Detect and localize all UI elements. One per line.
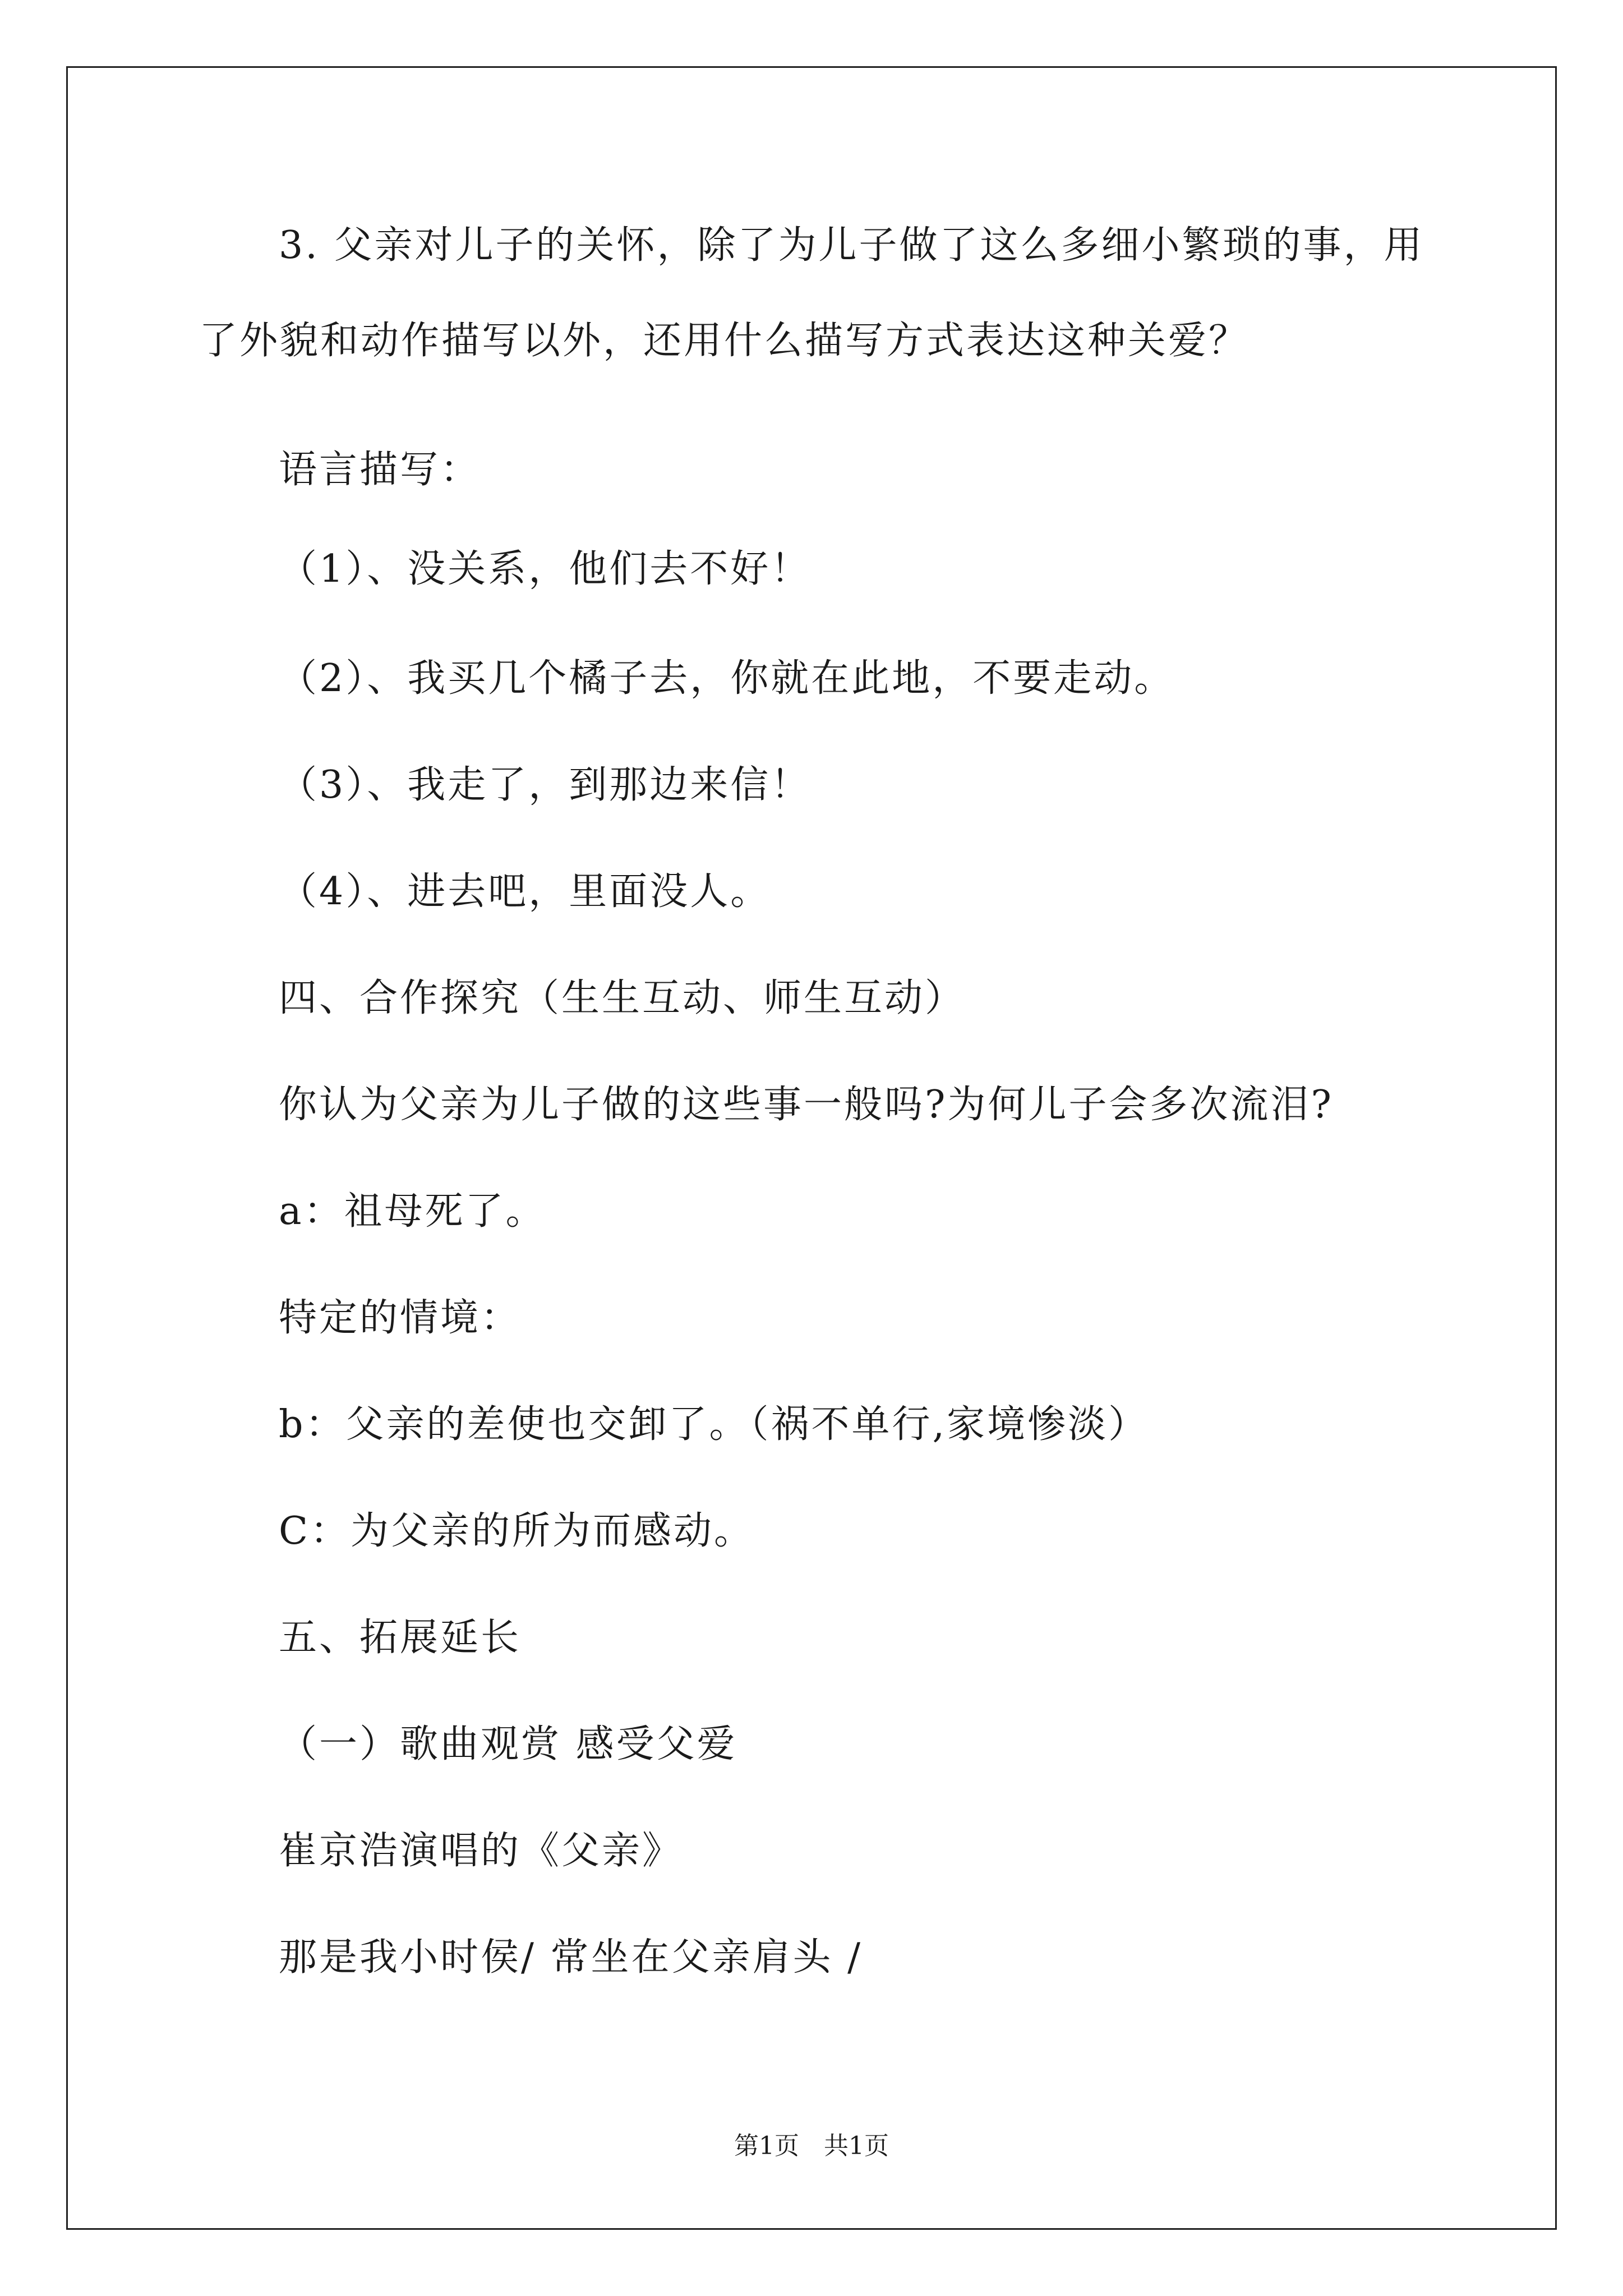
paragraph-quote-3: （3）、我走了，到那边来信！ <box>279 763 811 807</box>
paragraph-question: 你认为父亲为儿子做的这些事一般吗?为何儿子会多次流泪? <box>279 1083 1334 1127</box>
subsection-heading-1: （一）歌曲观赏 感受父爱 <box>279 1722 737 1766</box>
page-border <box>66 66 1557 2230</box>
paragraph-language-description: 语言描写： <box>279 448 481 492</box>
paragraph-quote-4: （4）、进去吧，里面没人。 <box>279 869 771 914</box>
paragraph-specific-situation: 特定的情境： <box>279 1296 522 1340</box>
paragraph-song-title: 崔京浩演唱的《父亲》 <box>279 1829 683 1873</box>
paragraph-answer-a: a：祖母死了。 <box>279 1189 546 1234</box>
section-heading-5: 五、拓展延长 <box>279 1616 522 1660</box>
paragraph-answer-c: C：为父亲的所为而感动。 <box>279 1509 755 1553</box>
paragraph-answer-b: b：父亲的差使也交卸了。（祸不单行,家境惨淡） <box>279 1402 1149 1447</box>
section-heading-4: 四、合作探究（生生互动、师生互动） <box>279 976 966 1020</box>
page-footer: 第1页 共1页 <box>734 2132 889 2160</box>
paragraph-quote-2: （2）、我买几个橘子去，你就在此地，不要走动。 <box>279 656 1175 701</box>
paragraph-question-3-line-1: 3. 父亲对儿子的关怀，除了为儿子做了这么多细小繁琐的事，用 <box>279 223 1424 268</box>
paragraph-quote-1: （1）、没关系，他们去不好！ <box>279 547 811 591</box>
paragraph-question-3-line-2: 了外貌和动作描写以外，还用什么描写方式表达这种关爱？ <box>199 319 1249 363</box>
paragraph-lyrics-line: 那是我小时侯/ 常坐在父亲肩头 / <box>279 1935 863 1980</box>
